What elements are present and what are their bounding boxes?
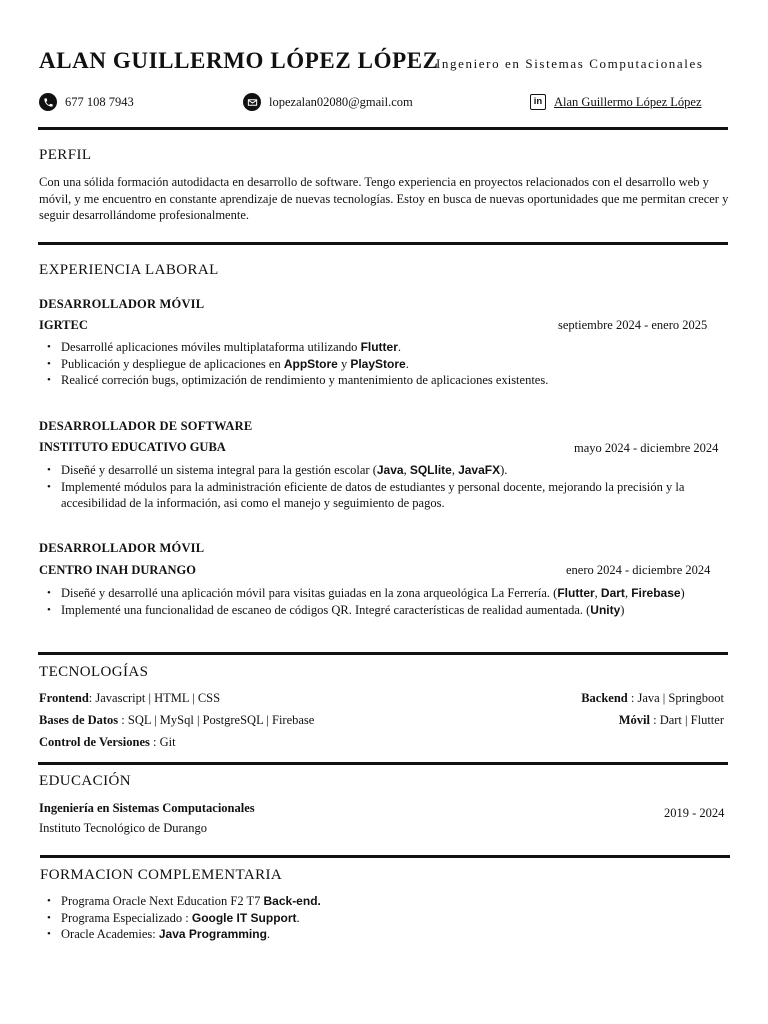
divider	[38, 652, 728, 655]
bold-text: Java	[376, 463, 404, 477]
tech-key: Bases de Datos	[39, 713, 119, 727]
bullet-item: • Realicé correción bugs, optimización de rendimiento y mantenimiento de aplicaciones existentes.	[39, 372, 729, 389]
bullet-item: • Implementé módulos para la administración eficiente de datos de estudiantes y personal docente, mejorando la precisión y la accesibilidad de la información, asi como el manejo y seguimiento de pagos.	[39, 479, 729, 512]
bold-text: Dart	[600, 586, 625, 600]
job-role: DESARROLLADOR MÓVIL	[39, 541, 205, 555]
job-bullets	[39, 339, 729, 389]
tech-movil	[619, 713, 724, 728]
bold-text: Back-end.	[263, 894, 321, 908]
school-name: Instituto Tecnológico de Durango	[39, 821, 207, 835]
job-bullets	[39, 462, 729, 512]
tech-value: : Git	[149, 735, 176, 749]
section-title-formacion: FORMACION COMPLEMENTARIA	[40, 867, 283, 883]
section-title-tecnologias: TECNOLOGÍAS	[39, 664, 149, 680]
tech-value: : Dart | Flutter	[649, 713, 724, 727]
tech-bases-de-datos	[39, 713, 314, 728]
linkedin-icon: in	[530, 94, 546, 110]
job-role: DESARROLLADOR MÓVIL	[39, 297, 205, 311]
job-company: INSTITUTO EDUCATIVO GUBA	[39, 440, 226, 454]
phone-icon	[39, 93, 57, 111]
job-company: IGRTEC	[39, 318, 88, 332]
tech-value: : Java | Springboot	[627, 691, 724, 705]
bullet-item: • Programa Oracle Next Education F2 T7 Back-end.	[39, 893, 729, 910]
job-company: CENTRO INAH DURANGO	[39, 563, 196, 577]
tech-backend	[581, 691, 724, 706]
email-address[interactable]: lopezalan02080@gmail.com	[269, 94, 413, 109]
bullet-item: • Implementé una funcionalidad de escaneo de códigos QR. Integré características de realidad aumentada. (Unity)	[39, 602, 729, 619]
tech-key: Móvil	[618, 713, 650, 727]
tech-value: : Javascript | HTML | CSS	[88, 691, 221, 705]
education-date: 2019 - 2024	[664, 806, 725, 820]
perfil-text: Con una sólida formación autodidacta en desarrollo de software. Tengo experiencia en proyectos relacionados con el desarrollo web y móvil, y me encuentro en constante aprendizaje de nuevas tecnologías. Estoy en busca de nuevas oportunidades que me permitan crecer y seguir desarrollándome profesionalmente.	[39, 175, 729, 222]
bullet-item: • Oracle Academies: Java Programming.	[39, 926, 729, 943]
bullet-item: • Publicación y despliegue de aplicaciones en AppStore y PlayStore.	[39, 356, 729, 373]
email-contact	[243, 93, 413, 111]
phone-contact	[39, 93, 134, 111]
job-role: DESARROLLADOR DE SOFTWARE	[39, 419, 253, 433]
tech-value: : SQL | MySql | PostgreSQL | Firebase	[118, 713, 315, 727]
bold-text: Flutter	[360, 340, 398, 354]
bold-text: PlayStore	[350, 356, 406, 371]
job-date: mayo 2024 - diciembre 2024	[574, 441, 719, 455]
bullet-item: • Diseñé y desarrollé una aplicación móvil para visitas guiadas en la zona arqueológica La Ferrería. (Flutter, Dart, Firebase)	[39, 585, 729, 602]
tech-key: Backend	[581, 691, 628, 705]
section-title-educacion: EDUCACIÓN	[39, 773, 131, 789]
tech-key: Control de Versiones	[39, 735, 150, 749]
bold-text: SQLlite	[409, 463, 452, 477]
email-icon	[243, 93, 261, 111]
bullet-item: • Diseñé y desarrollé un sistema integral para la gestión escolar (Java, SQLlite, JavaFX).	[39, 462, 729, 479]
bullet-item: • Programa Especializado : Google IT Support.	[39, 910, 729, 927]
divider	[40, 855, 730, 858]
tech-key: Frontend	[39, 691, 89, 705]
bold-text: Firebase	[631, 586, 681, 600]
bold-text: Flutter	[557, 586, 595, 600]
bold-text: Unity	[590, 602, 621, 617]
bold-text: Google IT Support	[191, 910, 297, 925]
candidate-title: Ingeniero en Sistemas Computacionales	[436, 56, 704, 71]
candidate-name: ALAN GUILLERMO LÓPEZ LÓPEZ	[39, 48, 439, 73]
bullet-item: • Desarrollé aplicaciones móviles multiplataforma utilizando Flutter.	[39, 339, 729, 356]
job-date: enero 2024 - diciembre 2024	[566, 563, 711, 577]
bold-text: Java Programming	[158, 927, 267, 941]
section-title-experiencia: EXPERIENCIA LABORAL	[39, 262, 219, 278]
job-bullets	[39, 585, 729, 618]
bold-text: JavaFX	[458, 463, 501, 477]
linkedin-contact	[530, 94, 702, 110]
section-title-perfil: PERFIL	[39, 147, 92, 163]
linkedin-link[interactable]: Alan Guillermo López López	[554, 94, 702, 109]
formacion-list	[39, 893, 729, 943]
divider	[38, 127, 728, 130]
tech-frontend	[39, 691, 220, 706]
divider	[38, 242, 728, 245]
phone-number: 677 108 7943	[65, 94, 134, 109]
tech-control-versiones	[39, 735, 176, 750]
divider	[38, 762, 728, 765]
bold-text: AppStore	[283, 356, 338, 371]
job-date: septiembre 2024 - enero 2025	[558, 318, 708, 332]
degree-name: Ingeniería en Sistemas Computacionales	[39, 801, 255, 815]
